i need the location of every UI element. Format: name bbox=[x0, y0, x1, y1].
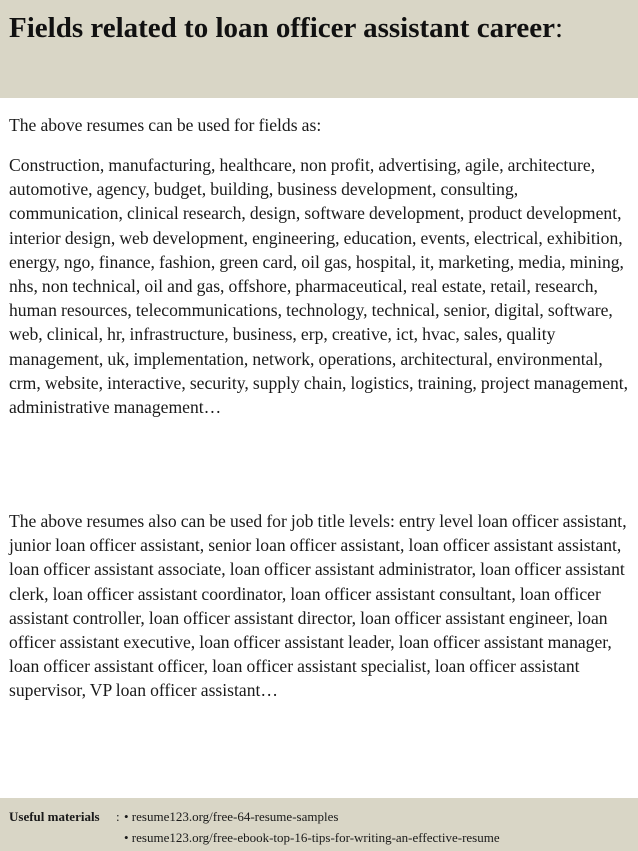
useful-materials-label: Useful materials bbox=[9, 809, 100, 824]
fields-intro: The above resumes can be used for fields as: bbox=[9, 115, 322, 135]
job-title-levels: The above resumes also can be used for job title levels: entry level loan officer assistant, junior loan officer assistant, senior loan officer assistant, loan officer assistant assistant, loan officer assistant associate, loan officer assistant administrator, loan officer assistant clerk, loan officer assistant coordinator, loan officer assistant consultant, loan officer assistant controller, loan officer assistant director, loan officer assistant engineer, loan officer assistant executive, loan officer assistant leader, loan officer assistant manager, loan officer assistant officer, loan officer assistant specialist, loan officer assistant supervisor, VP loan officer assistant… bbox=[9, 511, 627, 701]
fields-list: Construction, manufacturing, healthcare, non profit, advertising, agile, architecture, automotive, agency, budget, building, business development, consulting, communication, clinical research, design, software development, product development, interior design, web development, engineering, education, events, electrical, exhibition, energy, ngo, finance, fashion, green card, oil gas, hospital, it, marketing, media, mining, nhs, non technical, oil and gas, offshore, pharmaceutical, real estate, retail, research, human resources, telecommunications, technology, technical, senior, digital, software, web, clinical, hr, infrastructure, business, erp, creative, ict, hvac, sales, quality management, uk, implementation, network, operations, architectural, environmental, crm, website, interactive, security, supply chain, logistics, training, project management, administrative management… bbox=[9, 155, 629, 418]
page-title-colon: : bbox=[555, 12, 564, 44]
page-title bbox=[9, 8, 629, 49]
useful-materials-colon: : bbox=[116, 809, 120, 824]
resume-ebook-link[interactable]: • resume123.org/free-ebook-top-16-tips-for-writing-an-effective-resume bbox=[124, 830, 500, 845]
page-title-main: Fields related to loan officer assistant career bbox=[9, 12, 556, 44]
resume-samples-link[interactable]: • resume123.org/free-64-resume-samples bbox=[124, 809, 339, 824]
